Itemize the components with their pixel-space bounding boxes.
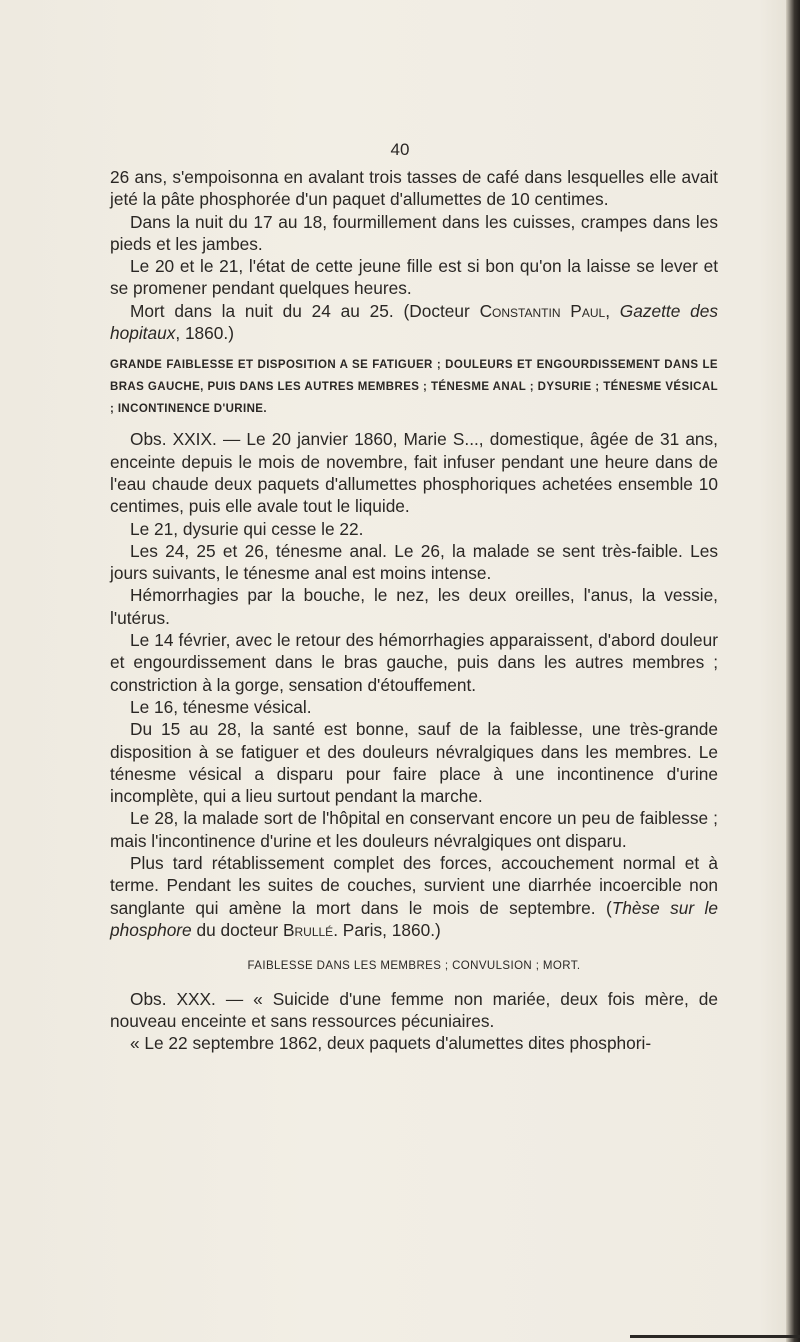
journal-title: Gazette des hopitaux (110, 300, 718, 344)
paragraph: Le 28, la malade sort de l'hôpital en conservant encore un peu de faiblesse ; mais l'incontinence d'urine et les douleurs névralgiques ont disparu. (110, 808, 718, 851)
paragraph: Le 20 et le 21, l'état de cette jeune fille est si bon qu'on la laisse se lever et se promener pendant quelques heures. (110, 256, 718, 299)
page-body (110, 166, 718, 1054)
bottom-rule (630, 1335, 800, 1338)
paragraph: Dans la nuit du 17 au 18, fourmillement dans les cuisses, crampes dans les pieds et les jambes. (110, 211, 718, 254)
paragraph: 26 ans, s'empoisonna en avalant trois tasses de café dans lesquelles elle avait jeté la pâte phosphorée d'un paquet d'allumettes de 10 centimes. (110, 167, 718, 210)
thesis-title: Thèse sur le phosphore (110, 897, 719, 940)
paragraph: Hémorrhagies par la bouche, le nez, les deux oreilles, l'anus, la vessie, l'utérus. (110, 585, 718, 628)
paragraph: Plus tard rétablissement complet des forces, accouchement normal et à terme. Pendant les suites de couches, survient une diarrhée incoercible non sanglante qui amène la mort dans le mois de septembre. (Thèse sur le phosphore du docteur Brullé. Paris, 1860.) (110, 853, 719, 940)
section-heading: FAIBLESSE DANS LES MEMBRES ; CONVULSION ; MORT. (247, 960, 581, 973)
paragraph: Le 16, ténesme vésical. (130, 696, 312, 717)
paragraph: Obs. XXX. — « Suicide d'une femme non mariée, deux fois mère, de nouveau enceinte et sans ressources pécuniaires. (110, 988, 718, 1031)
paragraph: Le 21, dysurie qui cesse le 22. (130, 518, 364, 539)
section-heading: GRANDE FAIBLESSE ET DISPOSITION A SE FATIGUER ; DOULEURS ET ENGOURDISSEMENT DANS LE BRAS GAUCHE, PUIS DANS LES AUTRES MEMBRES ; TÉNESME ANAL ; DYSURIE ; TÉNESME VÉSICAL ; INCONTINENCE D'URINE. (110, 359, 718, 416)
page-number: 40 (390, 140, 410, 159)
author-name: Constantin Paul (479, 300, 606, 321)
paragraph: Le 14 février, avec le retour des hémorrhagies apparaissent, d'abord douleur et engourdissement dans le bras gauche, puis dans les autres membres ; constriction à la gorge, sensation d'étouffement. (110, 630, 718, 695)
paragraph: Les 24, 25 et 26, ténesme anal. Le 26, la malade se sent très-faible. Les jours suivants, le ténesme anal est moins intense. (110, 540, 718, 584)
paragraph: Du 15 au 28, la santé est bonne, sauf de la faiblesse, une très-grande disposition à se fatiguer et des douleurs névralgiques dans les membres. Le ténesme vésical a disparu pour faire place à une incontinence d'urine incomplète, qui a lieu surtout pendant la marche. (110, 719, 718, 807)
death-note: Mort dans la nuit du 24 au 25. (Docteur Constantin Paul, Gazette des hopitaux, 1860.) (110, 300, 718, 344)
author-name: Brullé (282, 919, 334, 940)
paragraph: Obs. XXIX. — Le 20 janvier 1860, Marie S..., domestique, âgée de 31 ans, enceinte depuis le mois de novembre, fait infuser pendant une heure dans de l'eau chaude deux paquets d'allumettes phosphoriques achetées ensemble 10 centimes, puis elle avale tout le liquide. (110, 429, 718, 517)
paragraph: « Le 22 septembre 1862, deux paquets d'alumettes dites phosphori- (130, 1033, 652, 1054)
page-edge-shadow (786, 0, 800, 1342)
